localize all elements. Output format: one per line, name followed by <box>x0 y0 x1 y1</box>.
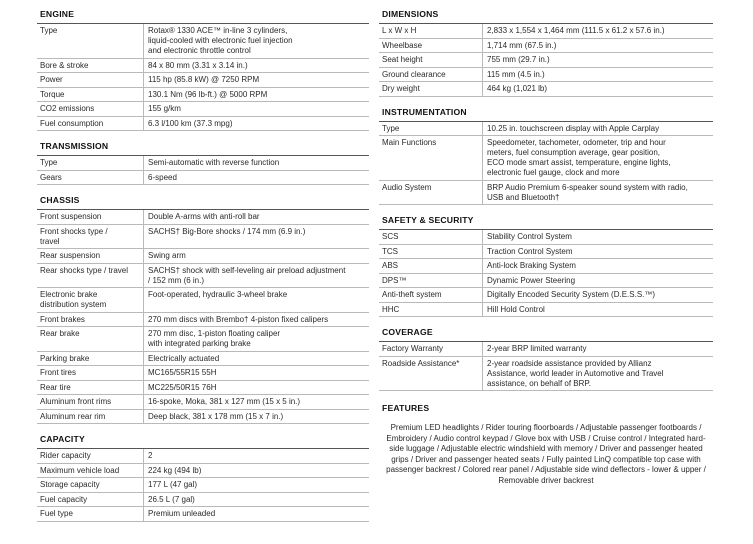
spec-value: 26.5 L (7 gal) <box>148 494 195 504</box>
spec-value: Rotax® 1330 ACE™ in-line 3 cylinders, liquid-cooled with electronic fuel injection and electronic throttle control <box>148 26 293 55</box>
spec-label: Torque <box>37 88 144 102</box>
spec-label: TCS <box>379 245 483 259</box>
spec-value: 2-year roadside assistance provided by Allianz Assistance, world leader in Automotive and Travel assistance, on behalf of BRP. <box>487 358 664 388</box>
spec-value: MC165/55R15 55H <box>148 368 217 377</box>
spec-value: Electrically actuated <box>148 353 220 363</box>
spec-value: Stability Control System <box>487 232 572 241</box>
spec-value: Premium unleaded <box>148 509 216 518</box>
spec-row <box>379 181 713 206</box>
section-title-transmission: TRANSMISSION <box>37 131 369 156</box>
spec-row <box>37 88 369 103</box>
spec-row <box>37 352 369 367</box>
spec-row <box>379 24 713 39</box>
spec-row <box>37 210 369 225</box>
spec-label: Fuel capacity <box>37 493 144 507</box>
spec-value: Digitally Encoded Security System (D.E.S.S.™) <box>487 290 656 299</box>
spec-label: HHC <box>379 303 483 317</box>
spec-row <box>37 171 369 186</box>
spec-label: Rider capacity <box>37 449 144 463</box>
spec-value: 6.3 l/100 km (37.3 mpg) <box>148 118 233 128</box>
spec-value: 1,714 mm (67.5 in.) <box>487 40 557 50</box>
spec-label: Type <box>37 156 144 170</box>
section-title-chassis: CHASSIS <box>37 185 369 210</box>
spec-row <box>37 288 369 313</box>
spec-row <box>379 136 713 181</box>
spec-value: Swing arm <box>148 251 186 260</box>
spec-row <box>37 117 369 132</box>
spec-value: 115 mm (4.5 in.) <box>487 69 545 79</box>
spec-value: Double A-arms with anti-roll bar <box>148 212 260 221</box>
spec-row <box>379 303 713 318</box>
spec-row <box>37 478 369 493</box>
spec-row <box>37 225 369 250</box>
spec-value: 155 g/km <box>148 104 181 113</box>
spec-value: 2-year BRP limited warranty <box>487 344 587 353</box>
spec-label: Fuel type <box>37 507 144 521</box>
spec-value: 2,833 x 1,554 x 1,464 mm (111.5 x 61.2 x 57.6 in.) <box>487 26 665 35</box>
spec-label: Rear shocks type / travel <box>37 264 144 288</box>
spec-label: Rear suspension <box>37 249 144 263</box>
spec-row <box>37 156 369 171</box>
features-list: Premium LED headlights / Rider touring floorboards / Adjustable passenger footboards / Embroidery / Audio control keypad / Glove box with USB / Cruise control / Integrated hard-side luggage / Adjustable electric windshield with memory / Driver and passenger heated grips / Driver and passenger heated seats / Fully painted LinQ compatible top case with passenger backrest / Colored rear panel / Adjustable side wind deflectors - lower & upper / Removable driver backrest <box>386 423 706 485</box>
right-spec-column <box>379 0 713 486</box>
spec-label: Electronic brake distribution system <box>37 288 144 312</box>
spec-value: 270 mm disc, 1-piston floating caliper with integrated parking brake <box>148 329 281 348</box>
section-title-coverage: COVERAGE <box>379 317 713 342</box>
spec-value: 224 kg (494 lb) <box>148 465 202 475</box>
spec-row <box>379 68 713 83</box>
spec-label: L x W x H <box>379 24 483 38</box>
spec-row <box>37 73 369 88</box>
spec-value: 130.1 Nm (96 lb-ft.) @ 5000 RPM <box>148 89 268 99</box>
spec-label: Gears <box>37 171 144 185</box>
spec-label: Wheelbase <box>379 39 483 53</box>
spec-row <box>37 507 369 522</box>
section-title-safety-security: SAFETY & SECURITY <box>379 205 713 230</box>
section-title-engine: ENGINE <box>37 0 369 24</box>
spec-value: SACHS† shock with self-leveling air preload adjustment / 152 mm (6 in.) <box>148 265 346 285</box>
spec-row <box>37 464 369 479</box>
spec-value: BRP Audio Premium 6-speaker sound system with radio, USB and Bluetooth† <box>487 182 688 202</box>
spec-label: Aluminum front rims <box>37 395 144 409</box>
spec-row <box>379 357 713 392</box>
spec-label: Rear tire <box>37 381 144 395</box>
spec-label: Bore & stroke <box>37 59 144 73</box>
spec-label: Type <box>379 122 483 136</box>
spec-value: Hill Hold Control <box>487 304 545 314</box>
spec-row <box>37 264 369 289</box>
spec-value: 755 mm (29.7 in.) <box>487 55 550 64</box>
spec-value: SACHS† Big-Bore shocks / 174 mm (6.9 in.) <box>148 226 306 236</box>
spec-row <box>37 366 369 381</box>
spec-row <box>379 288 713 303</box>
spec-value: 2 <box>148 451 153 460</box>
spec-row <box>379 245 713 260</box>
spec-value: 115 hp (85.8 kW) @ 7250 RPM <box>148 75 260 84</box>
spec-label: Ground clearance <box>379 68 483 82</box>
spec-row <box>379 122 713 137</box>
spec-label: CO2 emissions <box>37 102 144 116</box>
spec-row <box>37 493 369 508</box>
section-title-dimensions: DIMENSIONS <box>379 0 713 24</box>
spec-label: Front shocks type / travel <box>37 225 144 249</box>
spec-label: Parking brake <box>37 352 144 366</box>
spec-value: Anti-lock Braking System <box>487 261 576 270</box>
spec-row <box>37 24 369 59</box>
spec-row <box>37 249 369 264</box>
spec-row <box>379 82 713 97</box>
section-title-instrumentation: INSTRUMENTATION <box>379 97 713 122</box>
spec-label: Front brakes <box>37 313 144 327</box>
section-title-capacity: CAPACITY <box>37 424 369 449</box>
spec-row <box>37 59 369 74</box>
spec-label: Maximum vehicle load <box>37 464 144 478</box>
spec-label: SCS <box>379 230 483 244</box>
spec-label: Main Functions <box>379 136 483 180</box>
spec-value: Speedometer, tachometer, odometer, trip and hour meters, fuel consumption average, gear position, ECO mode smart assist, temperature, engine lights, electronic fuel gauge, clock and more <box>487 138 671 177</box>
spec-value: 16-spoke, Moka, 381 x 127 mm (15 x 5 in.) <box>148 397 301 406</box>
spec-label: Dry weight <box>379 82 483 96</box>
spec-row <box>37 327 369 352</box>
spec-label: Seat height <box>379 53 483 67</box>
spec-label: Roadside Assistance* <box>379 357 483 391</box>
spec-label: Front suspension <box>37 210 144 224</box>
spec-row <box>37 313 369 328</box>
right-spec-tables <box>379 0 713 391</box>
spec-label: Storage capacity <box>37 478 144 492</box>
spec-row <box>37 381 369 396</box>
spec-row <box>37 449 369 464</box>
spec-value: Traction Control System <box>487 246 573 256</box>
spec-row <box>37 395 369 410</box>
spec-row <box>379 39 713 54</box>
spec-row <box>379 259 713 274</box>
spec-value: Deep black, 381 x 178 mm (15 x 7 in.) <box>148 411 284 421</box>
spec-value: 10.25 in. touchscreen display with Apple Carplay <box>487 123 660 133</box>
spec-label: Factory Warranty <box>379 342 483 356</box>
section-title-features: FEATURES <box>382 403 430 413</box>
spec-label: DPS™ <box>379 274 483 288</box>
spec-row <box>37 102 369 117</box>
spec-value: 270 mm discs with Brembo† 4-piston fixed calipers <box>148 314 329 324</box>
spec-label: Type <box>37 24 144 58</box>
spec-label: ABS <box>379 259 483 273</box>
spec-value: Dynamic Power Steering <box>487 275 576 285</box>
left-spec-column <box>37 0 369 522</box>
spec-label: Audio System <box>379 181 483 205</box>
spec-value: 84 x 80 mm (3.31 x 3.14 in.) <box>148 60 248 70</box>
spec-value: 464 kg (1,021 lb) <box>487 84 548 93</box>
spec-label: Front tires <box>37 366 144 380</box>
spec-row <box>379 230 713 245</box>
spec-value: MC225/50R15 76H <box>148 382 217 392</box>
spec-label: Fuel consumption <box>37 117 144 131</box>
spec-label: Anti-theft system <box>379 288 483 302</box>
spec-row <box>379 274 713 289</box>
spec-label: Rear brake <box>37 327 144 351</box>
spec-value: 6-speed <box>148 172 177 182</box>
spec-label: Power <box>37 73 144 87</box>
spec-row <box>379 342 713 357</box>
spec-value: Foot-operated, hydraulic 3-wheel brake <box>148 290 288 299</box>
spec-label: Aluminum rear rim <box>37 410 144 424</box>
spec-value: 177 L (47 gal) <box>148 480 198 489</box>
spec-value: Semi-automatic with reverse function <box>148 158 280 167</box>
spec-row <box>37 410 369 425</box>
spec-row <box>379 53 713 68</box>
